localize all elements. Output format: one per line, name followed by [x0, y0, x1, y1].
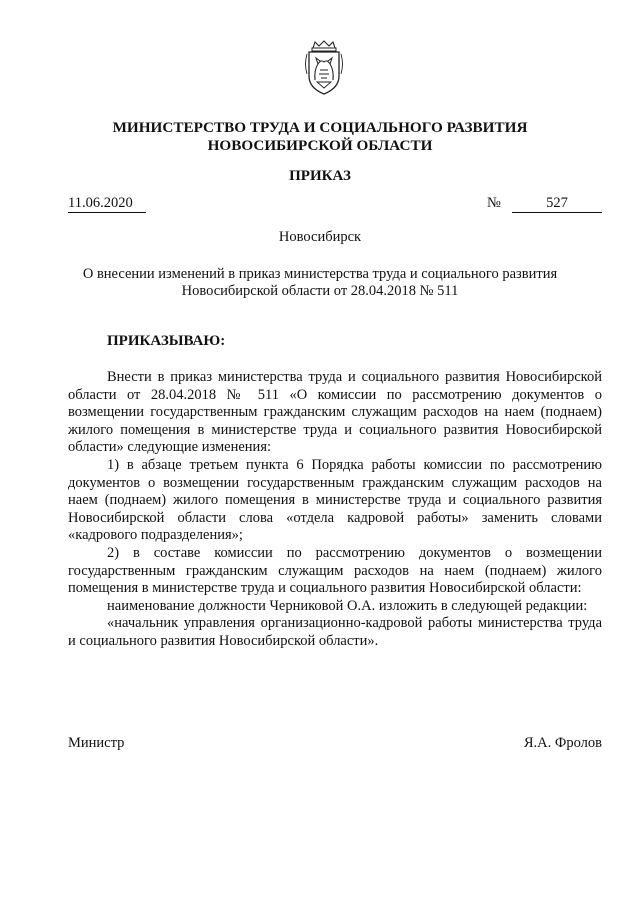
order-body: [68, 369, 602, 651]
body-paragraph: 1) в абзаце третьем пункта 6 Порядка работы комиссии по рассмотрению документов о возмещении государственным гражданским служащим расходов на наем (поднаем) жилого помещения в министерстве труда и социального развития Новосибирской области слова «отдела кадровой работы» заменить словами «кадрового подразделения»;: [68, 456, 602, 544]
order-date: 11.06.2020: [68, 195, 146, 213]
body-paragraph: «начальник управления организационно-кадровой работы министерства труда и социального развития Новосибирской области».: [68, 615, 602, 649]
ministry-title-line2: НОВОСИБИРСКОЙ ОБЛАСТИ: [207, 137, 433, 154]
order-subject-line1: О внесении изменений в приказ министерства труда и социального развития: [82, 266, 558, 282]
body-paragraph: Внести в приказ министерства труда и социального развития Новосибирской области от 28.04.2018 № 511 «О комиссии по рассмотрению документов о возмещении государственным гражданским служащим расходов на наем (поднаем) жилого помещения в министерстве труда и социального развития Новосибирской области» следующие изменения:: [68, 369, 602, 456]
document-type: ПРИКАЗ: [289, 168, 351, 184]
order-number-label: №: [487, 195, 501, 211]
decree-heading: ПРИКАЗЫВАЮ:: [107, 333, 226, 349]
order-number: 527: [512, 195, 602, 213]
city: Новосибирск: [278, 229, 362, 245]
body-paragraph: наименование должности Черниковой О.А. изложить в следующей редакции:: [107, 597, 588, 614]
signatory-position: Министр: [68, 735, 125, 751]
order-subject-line2: Новосибирской области от 28.04.2018 № 511: [181, 283, 459, 299]
ministry-title: [40, 119, 600, 155]
body-paragraph: 2) в составе комиссии по рассмотрению документов о возмещении государственным гражданским служащим расходов на наем (поднаем) жилого помещения в министерстве труда и социального развития Новосибирской области:: [68, 544, 602, 597]
coat-of-arms-icon: [301, 40, 347, 96]
signatory-name: Я.А. Фролов: [523, 735, 602, 751]
order-subject: [60, 266, 580, 300]
ministry-title-line1: МИНИСТЕРСТВО ТРУДА И СОЦИАЛЬНОГО РАЗВИТИЯ: [112, 119, 528, 136]
